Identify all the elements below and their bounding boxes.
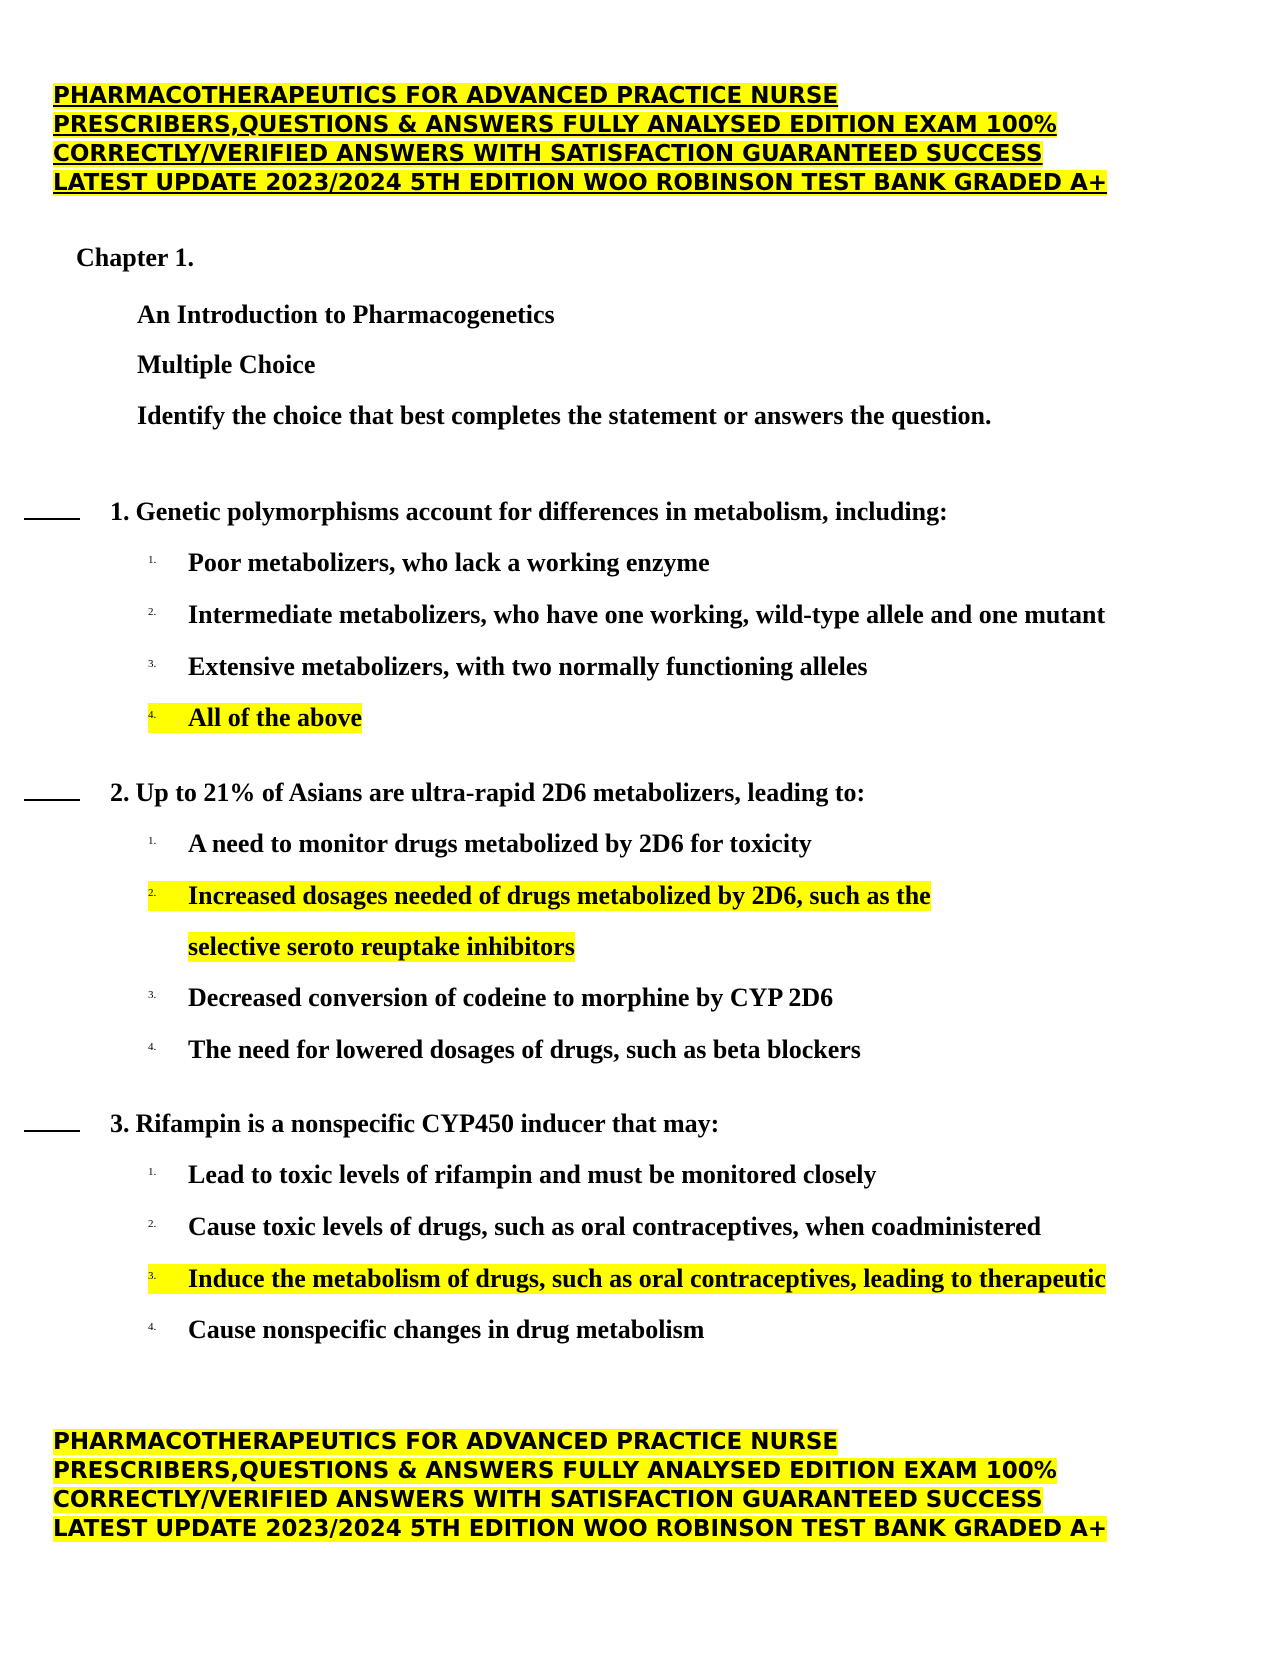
banner-line: LATEST UPDATE 2023/2024 5TH EDITION WOO ROBINSON TEST BANK GRADED A+ <box>53 1516 1108 1542</box>
choice-option[interactable]: 2. Cause toxic levels of drugs, such as oral contraceptives, when coadministered <box>148 1212 1042 1241</box>
section-type: Multiple Choice <box>137 350 316 379</box>
choice-option[interactable]: 3. Extensive metabolizers, with two normally functioning alleles <box>148 652 868 681</box>
section-title: An Introduction to Pharmacogenetics <box>137 300 555 329</box>
choice-option[interactable]: 1. Poor metabolizers, who lack a working enzyme <box>148 548 710 577</box>
choice-option[interactable]: 1. A need to monitor drugs metabolized by 2D6 for toxicity <box>148 829 812 858</box>
header-banner <box>53 82 1213 198</box>
banner-line: PRESCRIBERS,QUESTIONS & ANSWERS FULLY ANALYSED EDITION EXAM 100% <box>53 1458 1057 1484</box>
answer-blank[interactable] <box>24 1109 80 1139</box>
banner-line: PRESCRIBERS,QUESTIONS & ANSWERS FULLY ANALYSED EDITION EXAM 100% <box>53 112 1057 138</box>
choice-option[interactable]: 1. Lead to toxic levels of rifampin and must be monitored closely <box>148 1160 877 1189</box>
question-text: 2. Up to 21% of Asians are ultra-rapid 2D6 metabolizers, leading to: <box>110 778 866 807</box>
chapter-heading: Chapter 1. <box>76 243 194 272</box>
choice-option[interactable]: 2. Intermediate metabolizers, who have one working, wild-type allele and one mutant <box>148 600 1106 629</box>
footer-banner <box>53 1428 1213 1544</box>
choice-option-continuation: selective seroto reuptake inhibitors <box>188 932 575 961</box>
answer-blank[interactable] <box>24 497 80 527</box>
choice-option[interactable]: 4. Cause nonspecific changes in drug metabolism <box>148 1315 705 1344</box>
choice-option-highlighted[interactable]: 3. Induce the metabolism of drugs, such as oral contraceptives, leading to therapeutic <box>148 1264 1106 1293</box>
answer-blank[interactable] <box>24 778 80 808</box>
choice-option-highlighted[interactable]: 4. All of the above <box>148 703 363 732</box>
banner-line: PHARMACOTHERAPEUTICS FOR ADVANCED PRACTICE NURSE <box>53 1429 839 1455</box>
banner-line: CORRECTLY/VERIFIED ANSWERS WITH SATISFACTION GUARANTEED SUCCESS <box>53 141 1043 167</box>
banner-line: CORRECTLY/VERIFIED ANSWERS WITH SATISFACTION GUARANTEED SUCCESS <box>53 1487 1043 1513</box>
choice-option[interactable]: 4. The need for lowered dosages of drugs, such as beta blockers <box>148 1035 861 1064</box>
choice-option-highlighted[interactable]: 2. Increased dosages needed of drugs metabolized by 2D6, such as the <box>148 881 931 910</box>
question-text: 3. Rifampin is a nonspecific CYP450 inducer that may: <box>110 1109 720 1138</box>
section-instructions: Identify the choice that best completes the statement or answers the question. <box>137 401 992 430</box>
question-text: 1. Genetic polymorphisms account for differences in metabolism, including: <box>110 497 948 526</box>
banner-line: PHARMACOTHERAPEUTICS FOR ADVANCED PRACTICE NURSE <box>53 83 839 109</box>
choice-option[interactable]: 3. Decreased conversion of codeine to morphine by CYP 2D6 <box>148 983 834 1012</box>
banner-line: LATEST UPDATE 2023/2024 5TH EDITION WOO ROBINSON TEST BANK GRADED A+ <box>53 170 1108 196</box>
